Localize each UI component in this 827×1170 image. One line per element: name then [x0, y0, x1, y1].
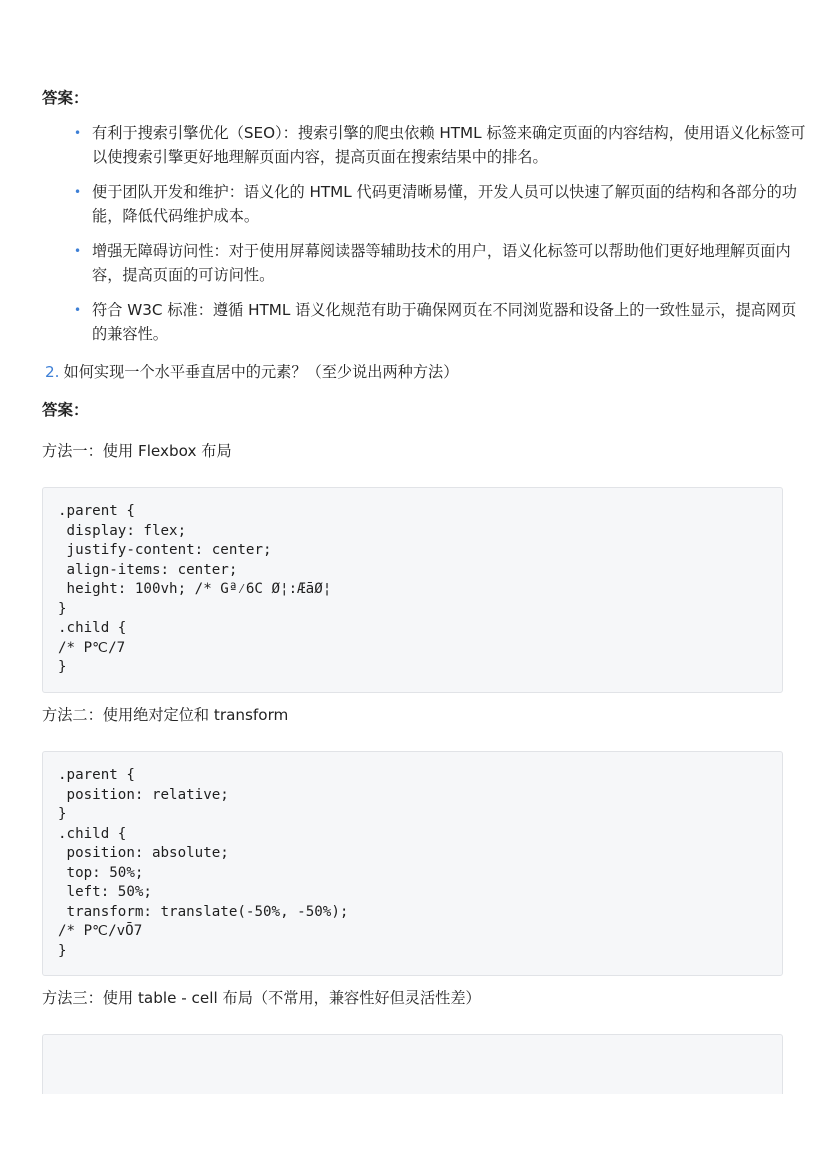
- question-number: 2.: [45, 363, 60, 381]
- list-item: [74, 121, 806, 169]
- question-2: [45, 360, 458, 384]
- method-3-title: 方法三：使用 table - cell 布局（不常用，兼容性好但灵活性差）: [42, 989, 481, 1007]
- list-item: [74, 298, 806, 346]
- list-item: [74, 239, 806, 287]
- bullet-text: 符合 W3C 标准：遵循 HTML 语义化规范有助于确保网页在不同浏览器和设备上的一致性显示，提高网页的兼容性。: [92, 301, 797, 343]
- code-text: .parent { position: relative; } .child { position: absolute; top: 50%; left: 50%; transform: translate(-50%, -50%); /* P℃/vŌ7 }: [58, 767, 349, 959]
- answer-label-1: 答案：: [42, 89, 89, 107]
- bullet-text: 有利于搜索引擎优化（SEO）：搜索引擎的爬虫依赖 HTML 标签来确定页面的内容结构，使用语义化标签可以使搜索引擎更好地理解页面内容，提高页面在搜索结果中的排名。: [92, 124, 806, 166]
- answer-label-2: 答案：: [42, 401, 89, 419]
- code-text: [43, 1035, 782, 1049]
- bullet-dot-icon: •: [74, 185, 82, 199]
- bullet-text: 便于团队开发和维护：语义化的 HTML 代码更清晰易懂，开发人员可以快速了解页面的结构和各部分的功能，降低代码维护成本。: [92, 183, 797, 225]
- bullet-dot-icon: •: [74, 244, 82, 258]
- question-text: 如何实现一个水平垂直居中的元素？（至少说出两种方法）: [63, 363, 459, 381]
- bullet-dot-icon: •: [74, 126, 82, 140]
- code-block-2: [42, 751, 783, 976]
- bullet-text: 增强无障碍访问性：对于使用屏幕阅读器等辅助技术的用户，语义化标签可以帮助他们更好地理解页面内容，提高页面的可访问性。: [92, 242, 791, 284]
- code-block-3: [42, 1034, 783, 1094]
- code-block-1: [42, 487, 783, 693]
- code-text: .parent { display: flex; justify-content: center; align-items: center; height: 100vh; /* Gª⁄6C Ø¦:ÆāØ¦ } .child { /* P℃/7 }: [58, 503, 332, 675]
- q1-answer-list: [74, 121, 806, 357]
- method-1-title: 方法一：使用 Flexbox 布局: [42, 442, 232, 460]
- bullet-dot-icon: •: [74, 303, 82, 317]
- list-item: [74, 180, 806, 228]
- method-2-title: 方法二：使用绝对定位和 transform: [42, 706, 289, 724]
